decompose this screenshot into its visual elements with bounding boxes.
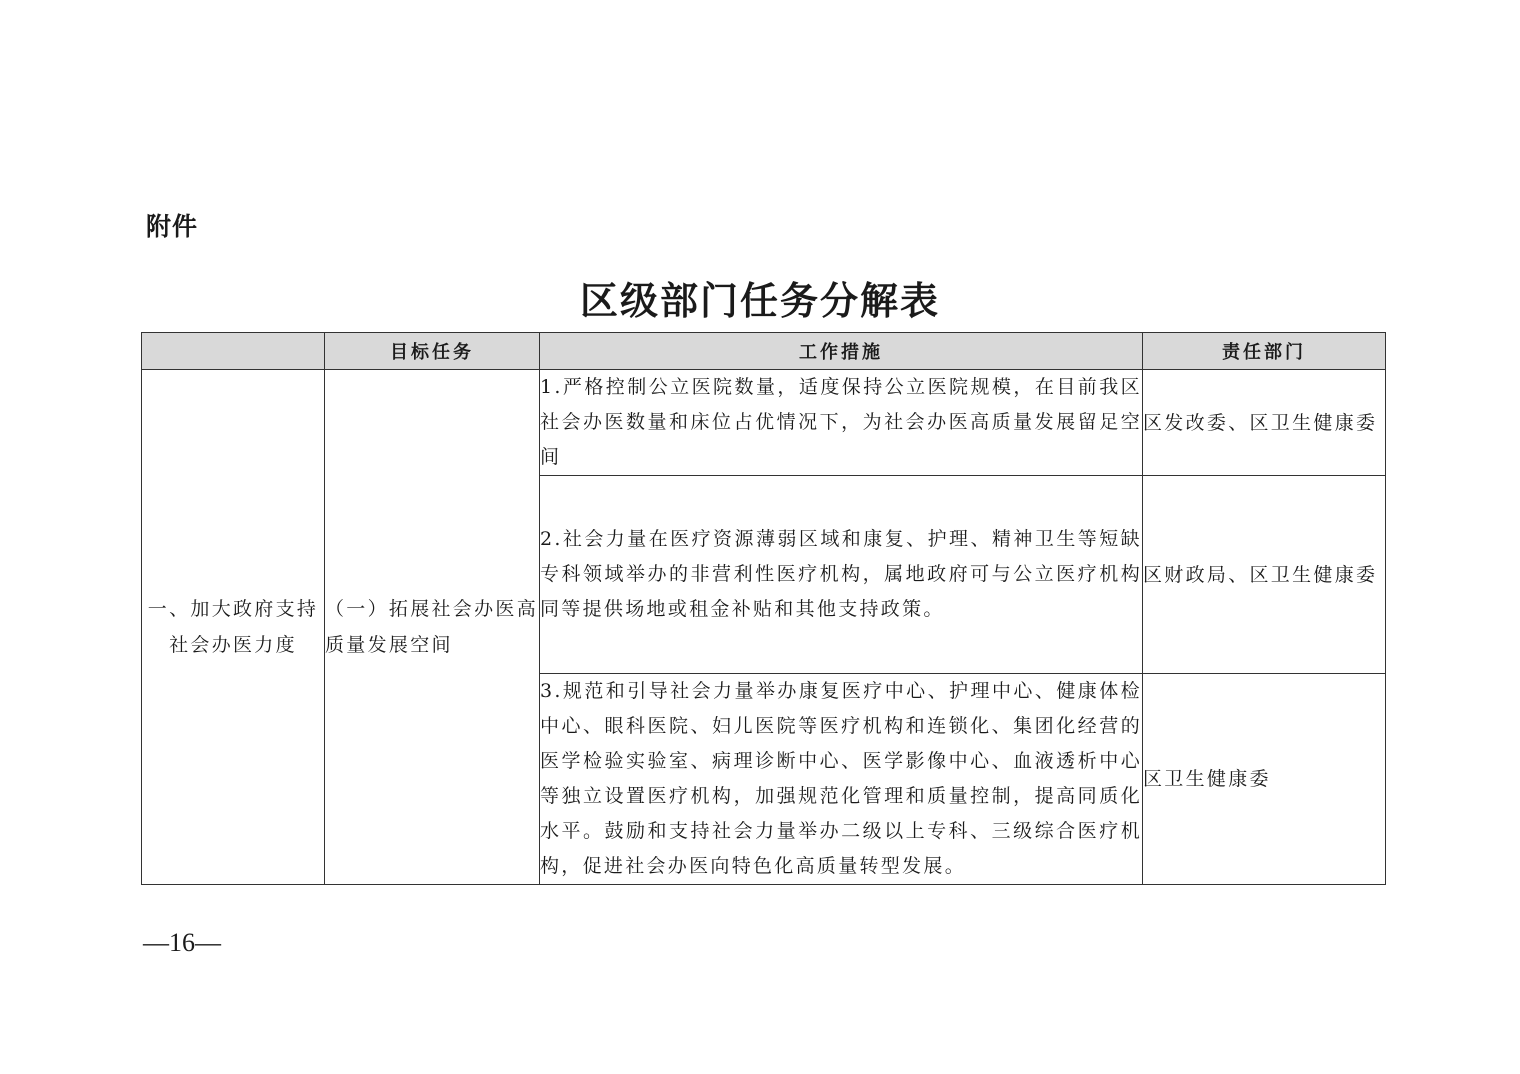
header-department: 责任部门 [1143,333,1386,370]
category-cell: 一、加大政府支持社会办医力度 [142,370,325,885]
header-category [142,333,325,370]
header-measures: 工作措施 [540,333,1143,370]
department-cell: 区发改委、区卫生健康委 [1143,370,1386,476]
header-target-task: 目标任务 [325,333,540,370]
target-task-cell: （一）拓展社会办医高质量发展空间 [325,370,540,885]
department-cell: 区财政局、区卫生健康委 [1143,476,1386,674]
document-title: 区级部门任务分解表 [579,278,940,323]
task-table [141,332,1386,885]
measure-cell: 1.严格控制公立医院数量，适度保持公立医院规模，在目前我区社会办医数量和床位占优情况下，为社会办医高质量发展留足空间 [540,370,1143,476]
measure-cell: 2.社会力量在医疗资源薄弱区域和康复、护理、精神卫生等短缺专科领域举办的非营利性医疗机构，属地政府可与公立医疗机构同等提供场地或租金补贴和其他支持政策。 [540,476,1143,674]
table-header-row [142,333,1386,370]
page-number: —16— [143,928,221,957]
table-row [142,370,1386,476]
measure-cell: 3.规范和引导社会力量举办康复医疗中心、护理中心、健康体检中心、眼科医院、妇儿医院等医疗机构和连锁化、集团化经营的医学检验实验室、病理诊断中心、医学影像中心、血液透析中心等独立设置医疗机构，加强规范化管理和质量控制，提高同质化水平。鼓励和支持社会力量举办二级以上专科、三级综合医疗机构，促进社会办医向特色化高质量转型发展。 [540,674,1143,885]
attachment-label: 附件 [146,212,199,241]
department-cell: 区卫生健康委 [1143,674,1386,885]
